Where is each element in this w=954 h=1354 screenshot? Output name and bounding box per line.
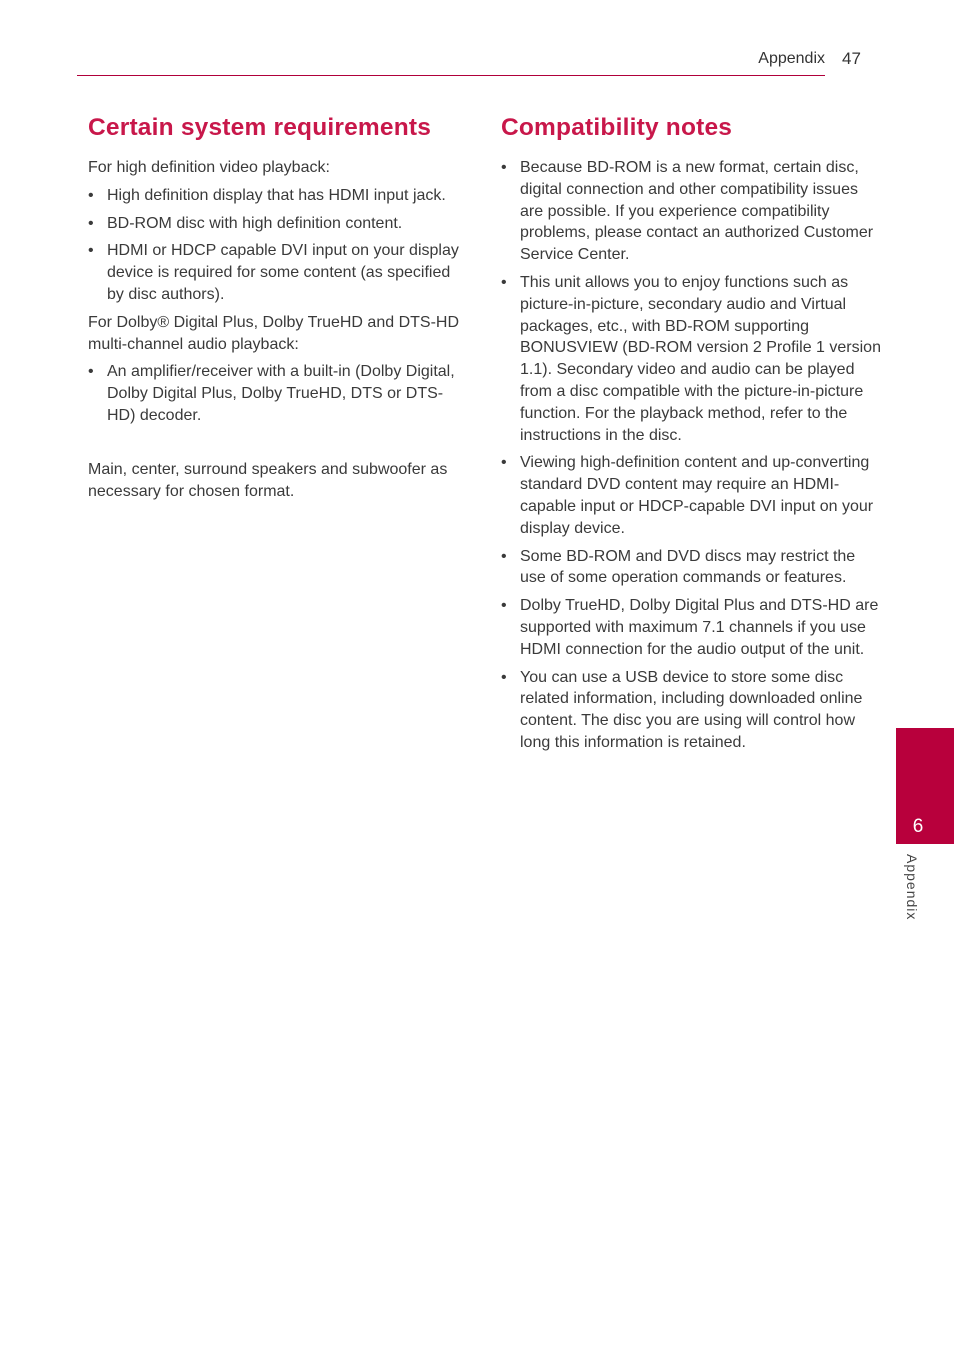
section-title-system-requirements: Certain system requirements	[88, 114, 432, 141]
list-item: • This unit allows you to enjoy functions such as picture-in-picture, secondary audio and Virtual packages, etc., with BD-ROM supporting BONUSVIEW (BD-ROM version 2 Profile 1 version 1.1). Secondary video and audio can be played from a disc compatible with the picture-in-picture function. For the playback method, refer to the instructions in the disc.	[501, 273, 881, 444]
bullet-icon: •	[88, 214, 94, 232]
section-title-compatibility-notes: Compatibility notes	[501, 114, 733, 141]
outro-text: Main, center, surround speakers and subwoofer as necessary for chosen format.	[88, 460, 448, 500]
right-column	[501, 110, 881, 760]
spacer	[88, 433, 468, 459]
bullet-icon: •	[501, 547, 507, 565]
intro-text: For high definition video playback:	[88, 159, 330, 176]
requirements-list-audio	[88, 361, 468, 426]
list-item: • Some BD-ROM and DVD discs may restrict the use of some operation commands or features.	[501, 547, 856, 587]
page-number: 47	[842, 49, 861, 68]
list-item: • HDMI or HDCP capable DVI input on your display device is required for some content (as specified by disc authors).	[88, 242, 459, 303]
bullet-icon: •	[501, 273, 507, 291]
chapter-tab	[896, 728, 954, 844]
chapter-number: 6	[912, 816, 924, 837]
list-item: • An amplifier/receiver with a built-in (Dolby Digital, Dolby Digital Plus, Dolby TrueHD, DTS or DTS-HD) decoder.	[88, 363, 455, 424]
intro-text-audio: For Dolby® Digital Plus, Dolby TrueHD and DTS-HD multi-channel audio playback:	[88, 313, 460, 353]
bullet-icon: •	[501, 668, 507, 686]
bullet-icon: •	[88, 186, 94, 204]
list-item: • Because BD-ROM is a new format, certain disc, digital connection and other compatibility issues are possible. If you experience compatibility problems, please contact an authorized Customer Service Center.	[501, 159, 874, 264]
list-item: • Dolby TrueHD, Dolby Digital Plus and DTS-HD are supported with maximum 7.1 channels if you use HDMI connection for the audio output of the unit.	[501, 597, 879, 658]
bullet-icon: •	[88, 363, 94, 381]
bullet-icon: •	[88, 242, 94, 260]
list-item: • High definition display that has HDMI input jack.	[88, 185, 468, 207]
list-item: • Viewing high-definition content and up-converting standard DVD content may require an HDMI-capable input or HDCP-capable DVI input on your display device.	[501, 454, 874, 537]
page-header	[77, 44, 825, 76]
header-section-label: Appendix	[758, 50, 825, 67]
compatibility-list	[501, 157, 881, 754]
chapter-tab-label: Appendix	[904, 854, 920, 921]
bullet-icon: •	[501, 454, 507, 472]
bullet-icon: •	[501, 159, 507, 176]
requirements-list-video	[88, 185, 468, 306]
list-item: • You can use a USB device to store some disc related information, including downloaded online content. The disc you are using will control how long this information is retained.	[501, 668, 863, 751]
list-item: • BD-ROM disc with high definition content.	[88, 213, 468, 235]
bullet-icon: •	[501, 597, 507, 615]
left-column	[88, 110, 468, 508]
